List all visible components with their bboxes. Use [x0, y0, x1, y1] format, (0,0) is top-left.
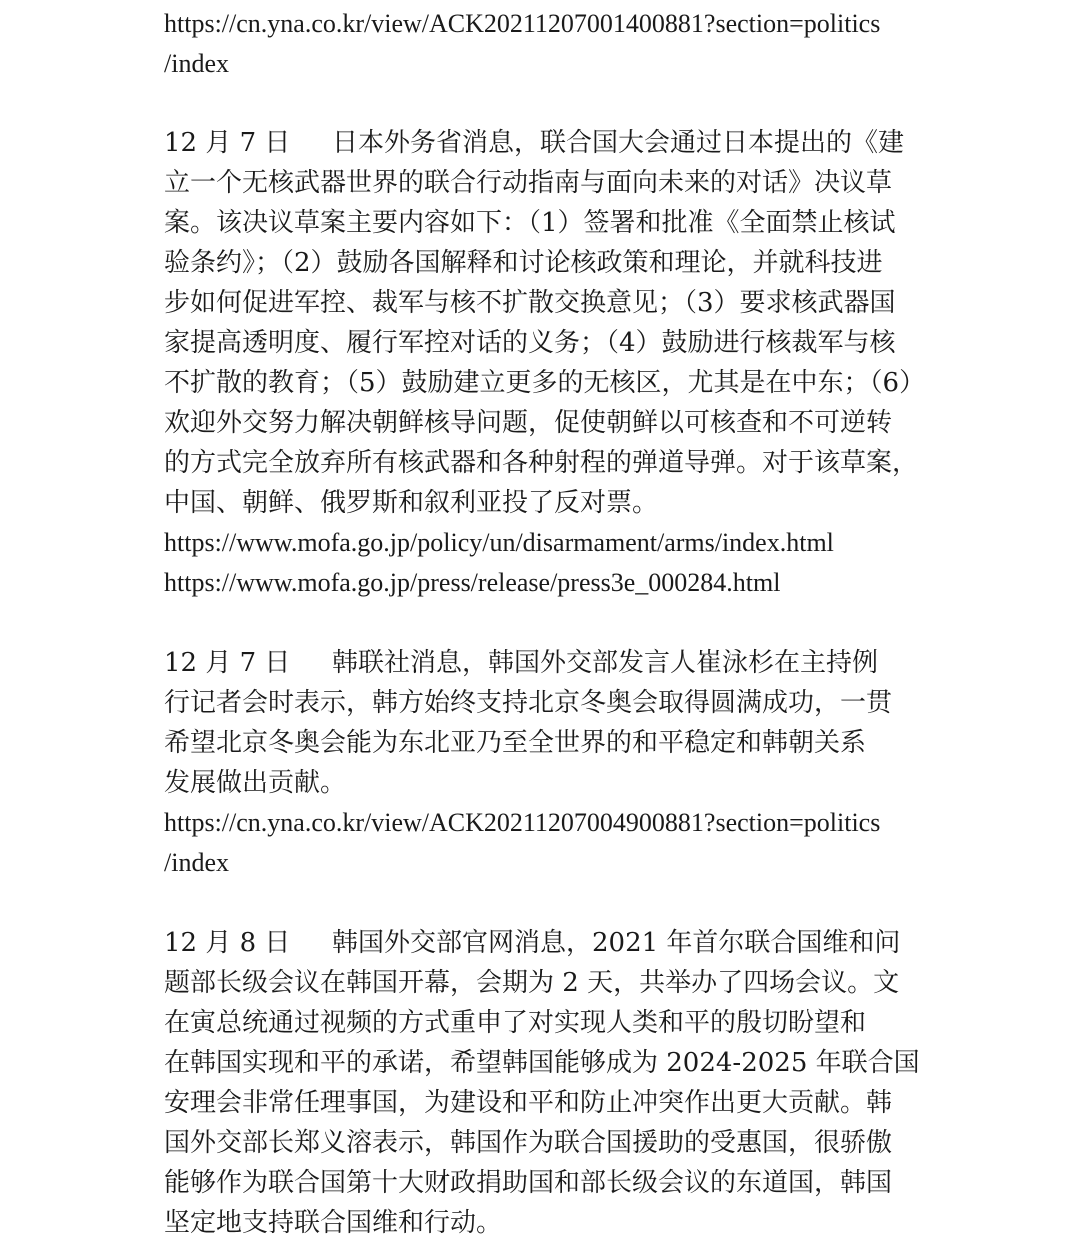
entry-text-line: 的方式完全放弃所有核武器和各种射程的弹道导弹。对于该草案， [164, 448, 919, 478]
source-url-link-continued[interactable]: /index [164, 848, 229, 877]
entry-text-line: 发展做出贡献。 [164, 768, 347, 798]
entry-text-line: 题部长级会议在韩国开幕，会期为 2 天，共举办了四场会议。文 [164, 968, 900, 998]
news-entry [164, 643, 924, 883]
entry-text-line: 韩联社消息，韩国外交部发言人崔泳杉在主持例 [332, 648, 879, 678]
entry-text-line: 欢迎外交努力解决朝鲜核导问题，促使朝鲜以可核查和不可逆转 [164, 408, 893, 438]
entry-text-line: 日本外务省消息，联合国大会通过日本提出的《建 [332, 128, 905, 158]
entry-text-line: 在寅总统通过视频的方式重申了对实现人类和平的殷切盼望和 [164, 1008, 867, 1038]
entry-text-line: 案。该决议草案主要内容如下：（1）签署和批准《全面禁止核试 [164, 208, 896, 238]
entry-text-line: 安理会非常任理事国，为建设和平和防止冲突作出更大贡献。韩 [164, 1088, 893, 1118]
entry-text-line: 在韩国实现和平的承诺，希望韩国能够成为 2024-2025 年联合国 [164, 1048, 920, 1078]
entry-text-line: 步如何促进军控、裁军与核不扩散交换意见；（3）要求核武器国 [164, 288, 896, 318]
entry-date: 12 月 8 日 [164, 928, 291, 958]
entry-text-line: 行记者会时表示，韩方始终支持北京冬奥会取得圆满成功，一贯 [164, 688, 893, 718]
entry-text-line: 验条约》；（2）鼓励各国解释和讨论核政策和理论，并就科技进 [164, 248, 883, 278]
entry-text-line: 家提高透明度、履行军控对话的义务；（4）鼓励进行核裁军与核 [164, 328, 896, 358]
entry-text-line: 不扩散的教育；（5）鼓励建立更多的无核区，尤其是在中东；（6） [164, 368, 926, 398]
news-entry [164, 123, 924, 603]
news-entry [164, 923, 924, 1243]
entry-text-line: 中国、朝鲜、俄罗斯和叙利亚投了反对票。 [164, 488, 659, 518]
entry-date: 12 月 7 日 [164, 648, 291, 678]
source-url-link[interactable]: https://www.mofa.go.jp/policy/un/disarmament/arms/index.html [164, 528, 834, 557]
entry-text-line: 国外交部长郑义溶表示，韩国作为联合国援助的受惠国，很骄傲 [164, 1128, 893, 1158]
entry-text-line: 韩国外交部官网消息，2021 年首尔联合国维和问 [332, 928, 901, 958]
entry-text-line: 希望北京冬奥会能为东北亚乃至全世界的和平稳定和韩朝关系 [164, 728, 867, 758]
source-url-link[interactable]: https://cn.yna.co.kr/view/ACK20211207001400881?section=politics [164, 9, 881, 38]
document-page [164, 0, 924, 1243]
source-url-link[interactable]: https://www.mofa.go.jp/press/release/press3e_000284.html [164, 568, 781, 597]
entry-first-line [164, 923, 924, 963]
entry-text-line: 坚定地支持联合国维和行动。 [164, 1208, 503, 1238]
entry-text-line: 立一个无核武器世界的联合行动指南与面向未来的对话》决议草 [164, 168, 893, 198]
entry-first-line [164, 123, 924, 163]
entry-first-line [164, 643, 924, 683]
entry-text-line: 能够作为联合国第十大财政捐助国和部长级会议的东道国，韩国 [164, 1168, 893, 1198]
entry-date: 12 月 7 日 [164, 128, 291, 158]
source-url-link-continued[interactable]: /index [164, 49, 229, 78]
source-url-link[interactable]: https://cn.yna.co.kr/view/ACK20211207004900881?section=politics [164, 808, 881, 837]
